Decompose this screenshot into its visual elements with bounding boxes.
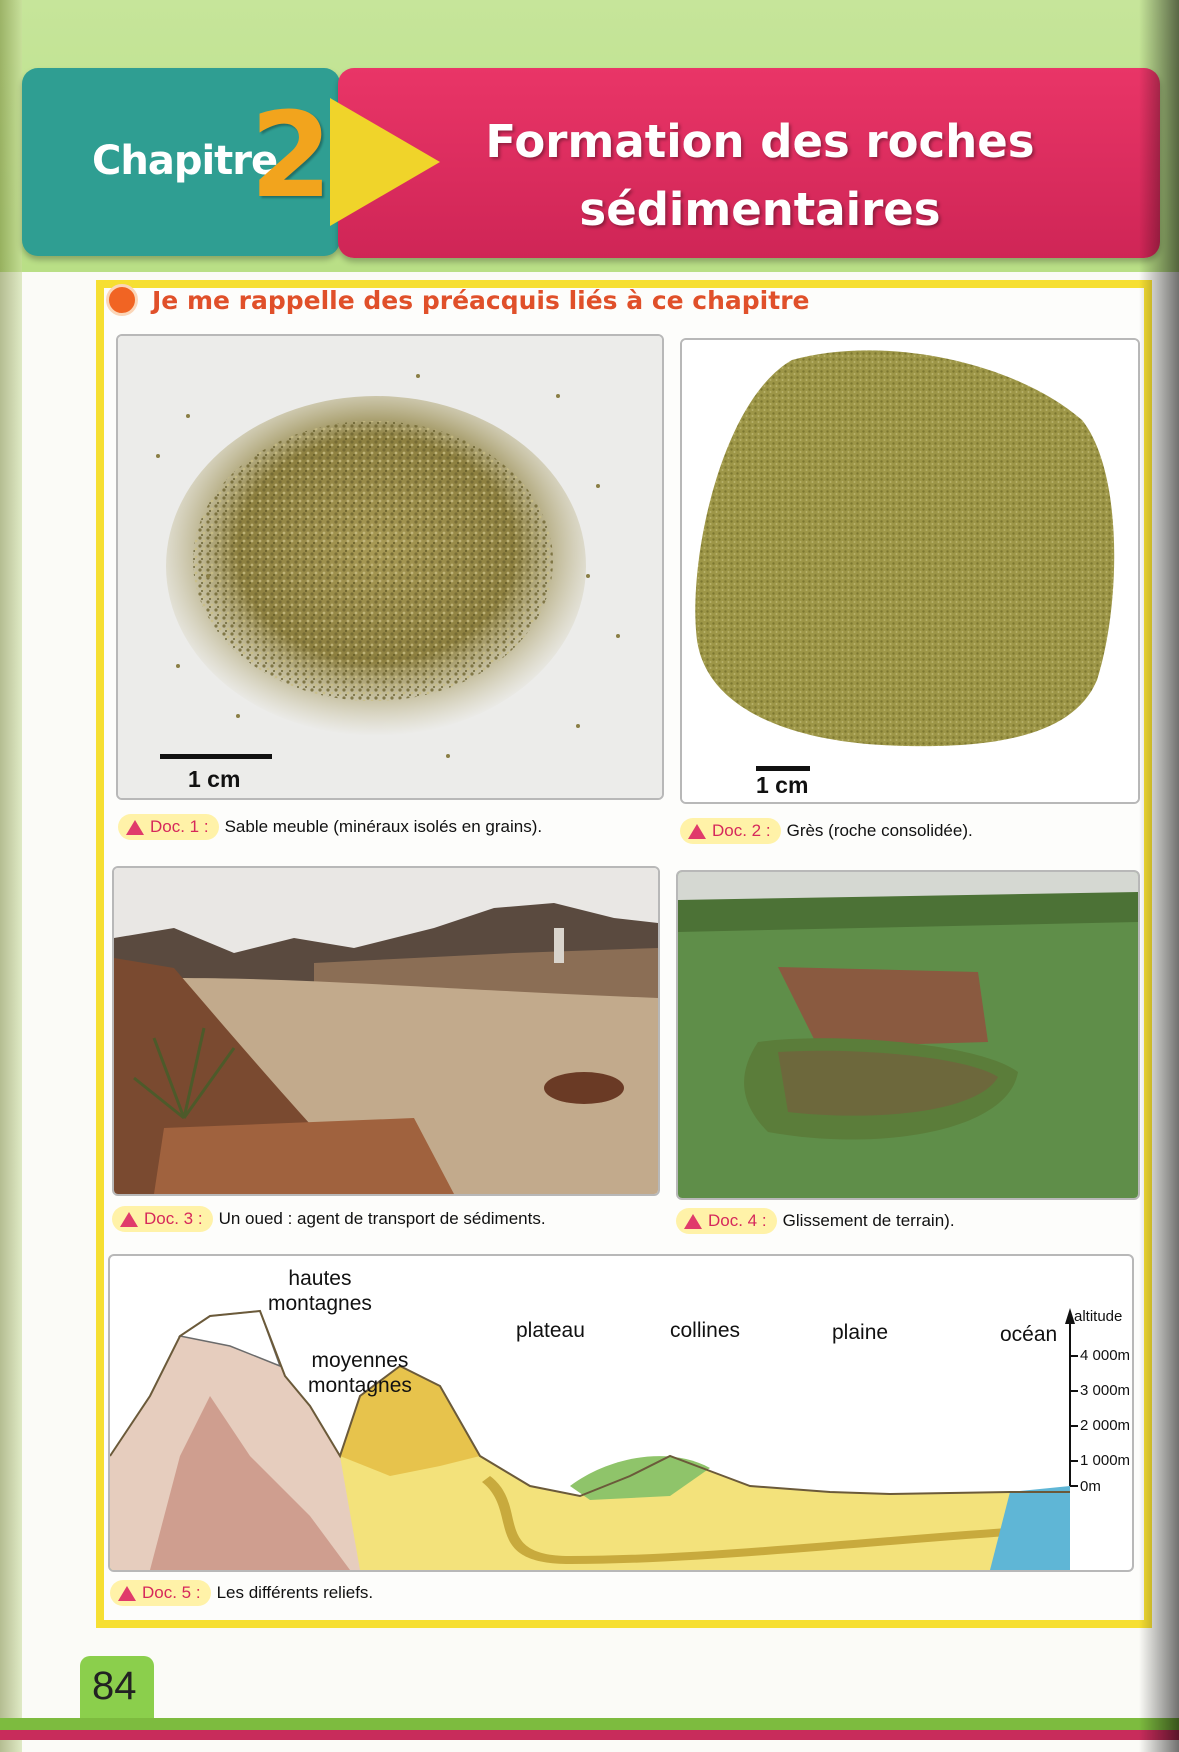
doc1-caption	[118, 814, 542, 840]
doc2-photo-sandstone	[680, 338, 1140, 804]
label-moyennes: moyennes	[311, 1349, 409, 1372]
label-moyennes-montagnes	[308, 1348, 412, 1398]
section-heading	[106, 284, 809, 316]
doc4-caption-text: Glissement de terrain).	[782, 1211, 955, 1230]
doc5-caption-tag	[110, 1580, 211, 1606]
doc2-number: Doc. 2 :	[712, 821, 771, 840]
doc1-scale-label: 1 cm	[188, 766, 241, 792]
doc3-caption-tag	[112, 1206, 213, 1232]
doc4-photo-landslide	[676, 870, 1140, 1200]
footer-band-pink	[0, 1730, 1179, 1740]
doc2-scale-bar	[756, 766, 810, 771]
doc2-caption	[680, 818, 973, 844]
doc5-caption	[110, 1580, 373, 1606]
axis-tick-1000: 1 000m	[1080, 1452, 1131, 1469]
triangle-icon	[688, 824, 706, 839]
arrow-icon	[330, 98, 440, 226]
label-hautes: hautes	[288, 1267, 352, 1290]
section-heading-text: Je me rappelle des préacquis liés à ce chapitre	[152, 285, 810, 315]
doc1-caption-text: Sable meuble (minéraux isolés en grains).	[224, 817, 543, 836]
triangle-icon	[118, 1586, 136, 1601]
label-ocean: océan	[1000, 1323, 1058, 1346]
doc2-caption-tag	[680, 818, 781, 844]
label-montagnes-2: montagnes	[308, 1374, 412, 1397]
doc4-caption-tag	[676, 1208, 777, 1234]
title-line-1: Formation des roches	[485, 115, 1035, 168]
footer-band-green	[0, 1718, 1179, 1730]
label-montagnes-1: montagnes	[268, 1292, 372, 1315]
axis-tick-2000: 2 000m	[1080, 1417, 1131, 1434]
triangle-icon	[126, 820, 144, 835]
doc4-number: Doc. 4 :	[708, 1211, 767, 1230]
oued-image	[114, 868, 658, 1194]
doc3-photo-oued	[112, 866, 660, 1196]
page-edge-shadow	[1139, 0, 1179, 1752]
chapter-number: 2	[250, 86, 333, 224]
doc3-caption-text: Un oued : agent de transport de sédiments.	[218, 1209, 546, 1228]
label-hautes-montagnes	[268, 1266, 372, 1316]
page-number: 84	[92, 1664, 137, 1708]
label-plateau: plateau	[516, 1319, 585, 1342]
axis-title-altitude: altitude	[1074, 1308, 1123, 1325]
doc5-caption-text: Les différents reliefs.	[216, 1583, 374, 1602]
doc1-scale-bar	[160, 754, 272, 759]
label-plaine: plaine	[832, 1321, 889, 1344]
triangle-icon	[684, 1214, 702, 1229]
doc5-number: Doc. 5 :	[142, 1583, 201, 1602]
binding-shadow	[0, 0, 22, 1752]
relief-profile-illustration	[110, 1256, 1132, 1570]
doc4-caption	[676, 1208, 955, 1234]
axis-tick-4000: 4 000m	[1080, 1347, 1131, 1364]
doc3-caption	[112, 1206, 546, 1232]
title-line-2: sédimentaires	[579, 183, 941, 236]
doc3-number: Doc. 3 :	[144, 1209, 203, 1228]
triangle-icon	[120, 1212, 138, 1227]
doc1-caption-tag	[118, 814, 219, 840]
label-collines: collines	[670, 1319, 741, 1342]
sandstone-image	[682, 340, 1138, 802]
doc2-scale-label: 1 cm	[756, 772, 809, 798]
doc5-relief-diagram	[108, 1254, 1134, 1572]
axis-tick-0: 0m	[1080, 1478, 1101, 1495]
chapter-label: Chapitre	[92, 138, 278, 184]
bullet-icon	[106, 284, 138, 316]
landslide-image	[678, 872, 1138, 1198]
doc2-caption-text: Grès (roche consolidée).	[786, 821, 973, 840]
axis-tick-3000: 3 000m	[1080, 1382, 1131, 1399]
doc1-photo-sand	[116, 334, 664, 800]
sand-pile-image	[118, 336, 662, 798]
chapter-title	[440, 108, 1080, 244]
doc1-number: Doc. 1 :	[150, 817, 209, 836]
